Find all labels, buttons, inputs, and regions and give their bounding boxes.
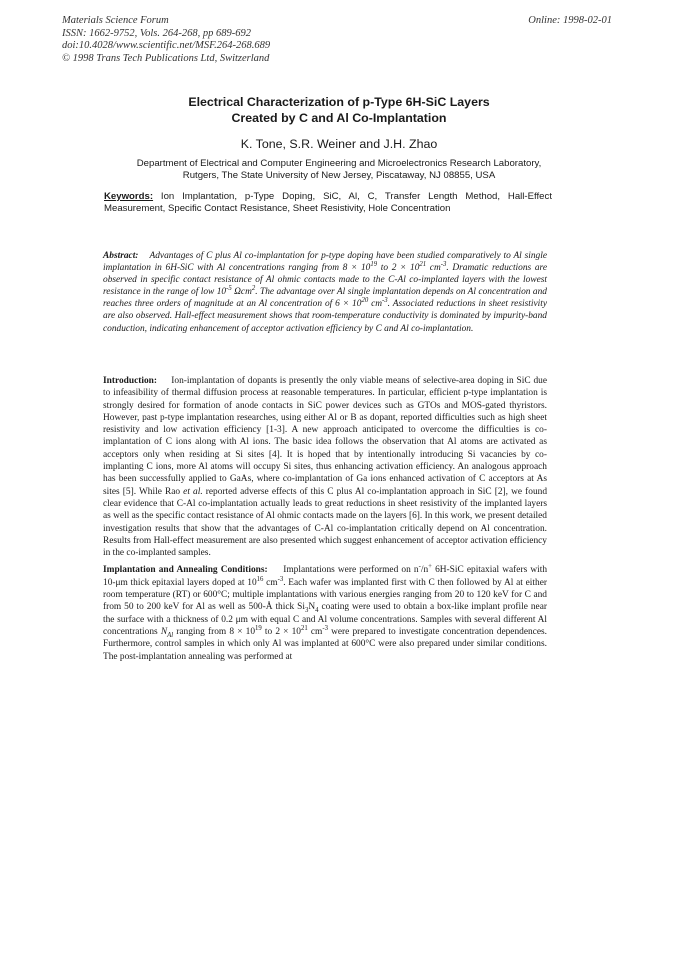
body-text bbox=[103, 375, 547, 668]
keywords bbox=[104, 191, 552, 215]
abstract bbox=[103, 250, 547, 335]
abstract-text: . Dramatic reductions are observed in specific contact resistance of Al ohmic contacts made to the C-Al co-implanted layers with the lowest resistance in the range of low 10 bbox=[103, 263, 547, 298]
keywords-label: Keywords: bbox=[104, 191, 154, 202]
implantation-text: . Each wafer was implanted first with C then followed by Al at either room temperature (RT) or 600°C; multiple implantations with various energies ranging from 20 to 120 keV for C and from 50 to 200 keV for Al as well as 500-Å thick Si bbox=[103, 577, 547, 613]
implantation-text: /n bbox=[420, 565, 429, 576]
title-line-1: Electrical Characterization of p-Type 6H-SiC Layers bbox=[188, 95, 490, 109]
implantation-subscript: 3 bbox=[304, 607, 309, 615]
title-line-2: Created by C and Al Co-Implantation bbox=[231, 110, 447, 125]
implantation-italic: N bbox=[160, 626, 168, 637]
abstract-label: Abstract: bbox=[103, 251, 139, 261]
implantation-exponent: -3 bbox=[277, 575, 284, 583]
introduction-text: Ion-implantation of dopants is presently the only viable means of selective-area doping in SiC due to infeasibility of thermal diffusion process at reasonable temperatures. In particular, efficient p-type implantation is strongly desired for formation of anode contacts in SiC power devices such as GTOs and MOS-gated thyristors. However, past p-type implantation researches, using either Al or B as dopant, reported difficulties such as high sheet resistivity and low activation efficiency [1-3]. A new approach anticipated to overcome the difficulties is co-implantation of C ions along with Al ions. The basic idea follows the observation that Al atoms are activated as acceptors only when residing at Si sites [4]. It is hoped that by intentionally introducing Si vacancies by co-implanting C ions, more Al atoms will occupy Si sites, thus enhancing activation efficiency. An analogous approach has been successfully applied to GaAs, where co-implantation of Ga ions enhanced activation of C acceptors at As sites [5]. While Rao bbox=[103, 376, 547, 497]
abstract-text: to 2 × 10 bbox=[377, 263, 420, 274]
implantation-exponent: - bbox=[418, 563, 421, 571]
keywords-text: Ion Implantation, p-Type Doping, SiC, Al, C, Transfer Length Method, Hall-Effect Measurement, Specific Contact Resistance, Sheet Resistivity, Hole Concentration bbox=[104, 191, 552, 215]
implantation-exponent: 16 bbox=[256, 575, 264, 583]
implantation-exponent: 21 bbox=[300, 624, 308, 632]
introduction-heading: Introduction: bbox=[103, 376, 158, 386]
abstract-exponent: 2 bbox=[251, 285, 256, 293]
implantation-text: N bbox=[308, 602, 316, 613]
implantation-subscript: Al bbox=[167, 631, 174, 639]
implantation-subscript: 4 bbox=[315, 607, 319, 615]
implantation-text: coating were used to obtain a box-like implant profile near the surface with a thickness of 0.2 μm with equal C and Al volume concentrations. Samples with several different Al concentrations bbox=[103, 602, 547, 637]
implantation-text: ranging from 8 × 10 bbox=[173, 626, 256, 637]
abstract-text: cm bbox=[368, 299, 383, 310]
issn-line: ISSN: 1662-9752, Vols. 264-268, pp 689-692 bbox=[62, 27, 251, 39]
abstract-text: . Associated reductions in sheet resistivity are also observed. Hall-effect measurement shows that room-temperature conductivity is dominated by impurity-band conduction, indicating enhancement of acceptor activation efficiency by C and Al co-implantation. bbox=[103, 299, 547, 334]
abstract-exponent: 20 bbox=[361, 297, 369, 305]
abstract-exponent: -3 bbox=[382, 297, 388, 305]
online-date: Online: 1998-02-01 bbox=[528, 15, 612, 26]
journal-header bbox=[62, 15, 270, 65]
abstract-text: cm bbox=[426, 263, 441, 274]
implantation-text: cm bbox=[307, 626, 323, 637]
affiliation-line-2: Rutgers, The State University of New Jersey, Piscataway, NJ 08855, USA bbox=[182, 170, 496, 182]
implantation-heading: Implantation and Annealing Conditions: bbox=[103, 565, 268, 576]
introduction-text: reported adverse effects of this C plus Al co-implantation approach in SiC [2], we found clear evidence that C-Al co-implantation actually leads to great reductions in sheet resistivity of the implanted layers as well as the specific contact resistance of Al ohmic contacts made on the layers [6]. In this work, we present detailed investigation results that show that the advantages of C-Al co-implantation critically depend on Al concentration. Results from Hall-effect measurement are also presented which suggest enhancement of acceptor activation efficiency in the co-implanted samples. bbox=[103, 486, 548, 559]
abstract-text: . The advantage over Al single implantation depends on Al concentration and reaches three orders of magnitude at an Al concentration of 6 × 10 bbox=[103, 287, 547, 310]
abstract-exponent: -3 bbox=[440, 260, 447, 268]
implantation-text: were prepared to investigate concentration dependences. Furthermore, control samples in which only Al was implanted at 600°C were also prepared under similar conditions. The post-implantation annealing was performed at bbox=[103, 626, 547, 662]
implantation-text: to 2 × 10 bbox=[261, 626, 301, 637]
doi-line: doi:10.4028/www.scientific.net/MSF.264-268.689 bbox=[62, 40, 271, 52]
implantation-exponent: -3 bbox=[322, 624, 328, 632]
affiliation-line-1: Department of Electrical and Computer Engineering and Microelectronics Research Laboratory, bbox=[136, 158, 542, 169]
abstract-text: Ωcm bbox=[231, 287, 252, 298]
introduction-paragraph bbox=[103, 375, 547, 559]
journal-name: Materials Science Forum bbox=[62, 15, 169, 26]
abstract-exponent: 21 bbox=[419, 260, 427, 268]
implantation-text: Implantations were performed on n bbox=[283, 565, 419, 576]
paper-title bbox=[0, 95, 678, 126]
authors: K. Tone, S.R. Weiner and J.H. Zhao bbox=[240, 137, 438, 151]
abstract-exponent: -5 bbox=[226, 285, 232, 293]
implantation-text: 6H-SiC epitaxial wafers with 10-μm thick epitaxial layers doped at 10 bbox=[103, 565, 548, 588]
implantation-text: cm bbox=[263, 577, 278, 588]
implantation-paragraph bbox=[103, 564, 547, 662]
copyright-line: © 1998 Trans Tech Publications Ltd, Switzerland bbox=[62, 52, 270, 64]
abstract-text: Advantages of C plus Al co-implantation for p-type doping have been studied comparatively to Al single implantation in 6H-SiC with Al concentrations ranging from 8 × 10 bbox=[103, 251, 547, 274]
implantation-exponent: 19 bbox=[255, 624, 262, 632]
introduction-italic: et al. bbox=[183, 486, 203, 497]
affiliation bbox=[80, 158, 598, 183]
abstract-exponent: 19 bbox=[370, 260, 378, 268]
implantation-exponent: + bbox=[428, 563, 432, 571]
